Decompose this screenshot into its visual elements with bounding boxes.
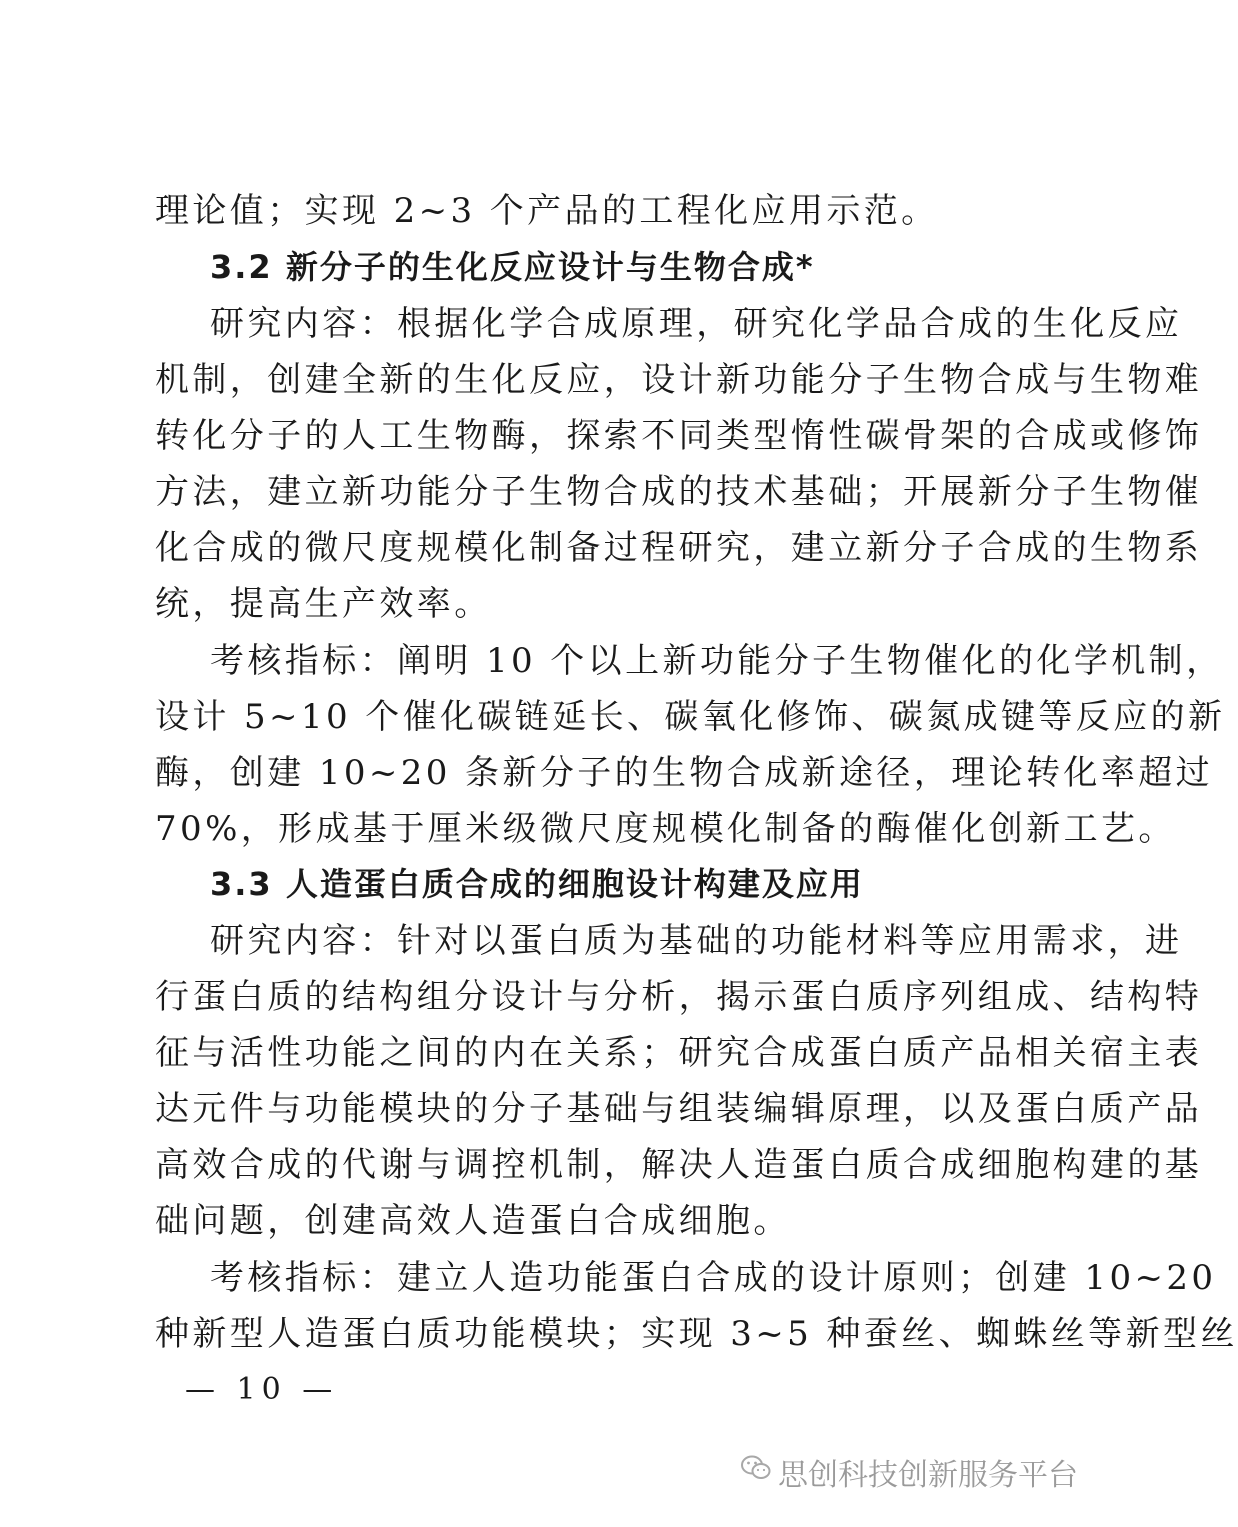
watermark-text: 思创科技创新服务平台	[778, 1458, 1078, 1493]
paragraph-line: 考核指标：阐明 10 个以上新功能分子生物催化的化学机制，	[210, 641, 1224, 681]
paragraph-line: 70%，形成基于厘米级微尺度规模化制备的酶催化创新工艺。	[155, 809, 1176, 849]
section-heading-3-2: 3.2 新分子的生化反应设计与生物合成*	[210, 248, 815, 286]
paragraph-line: 行蛋白质的结构组分设计与分析，揭示蛋白质序列组成、结构特	[155, 977, 1203, 1017]
paragraph-line: 化合成的微尺度规模化制备过程研究，建立新分子合成的生物系	[155, 528, 1203, 568]
paragraph-line: 方法，建立新功能分子生物合成的技术基础；开展新分子生物催	[155, 472, 1203, 512]
paragraph-line: 种新型人造蛋白质功能模块；实现 3~5 种蚕丝、蜘蛛丝等新型丝	[155, 1314, 1238, 1354]
paragraph-line: 设计 5~10 个催化碳链延长、碳氧化修饰、碳氮成键等反应的新	[155, 697, 1226, 737]
paragraph-line: 统，提高生产效率。	[155, 584, 492, 624]
paragraph-line: 础问题，创建高效人造蛋白合成细胞。	[155, 1201, 791, 1241]
watermark	[740, 1452, 1078, 1492]
paragraph-line: 高效合成的代谢与调控机制，解决人造蛋白质合成细胞构建的基	[155, 1145, 1203, 1185]
paragraph-line: 征与活性功能之间的内在关系；研究合成蛋白质产品相关宿主表	[155, 1033, 1203, 1073]
paragraph-line: 酶，创建 10~20 条新分子的生物合成新途径，理论转化率超过	[155, 753, 1214, 793]
paragraph-line: 机制，创建全新的生化反应，设计新功能分子生物合成与生物难	[155, 360, 1203, 400]
paragraph-line: 研究内容：根据化学合成原理，研究化学品合成的生化反应	[210, 304, 1183, 344]
section-heading-3-3: 3.3 人造蛋白质合成的细胞设计构建及应用	[210, 865, 864, 903]
paragraph-line: 考核指标：建立人造功能蛋白合成的设计原则；创建 10~20	[210, 1258, 1217, 1298]
paragraph-line: 转化分子的人工生物酶，探索不同类型惰性碳骨架的合成或修饰	[155, 416, 1203, 456]
paragraph-line: 达元件与功能模块的分子基础与组装编辑原理，以及蛋白质产品	[155, 1089, 1203, 1129]
text-line: 理论值；实现 2~3 个产品的工程化应用示范。	[155, 191, 939, 231]
wechat-icon	[740, 1453, 772, 1491]
paragraph-line: 研究内容：针对以蛋白质为基础的功能材料等应用需求，进	[210, 921, 1183, 961]
page-number: — 10 —	[185, 1372, 339, 1407]
